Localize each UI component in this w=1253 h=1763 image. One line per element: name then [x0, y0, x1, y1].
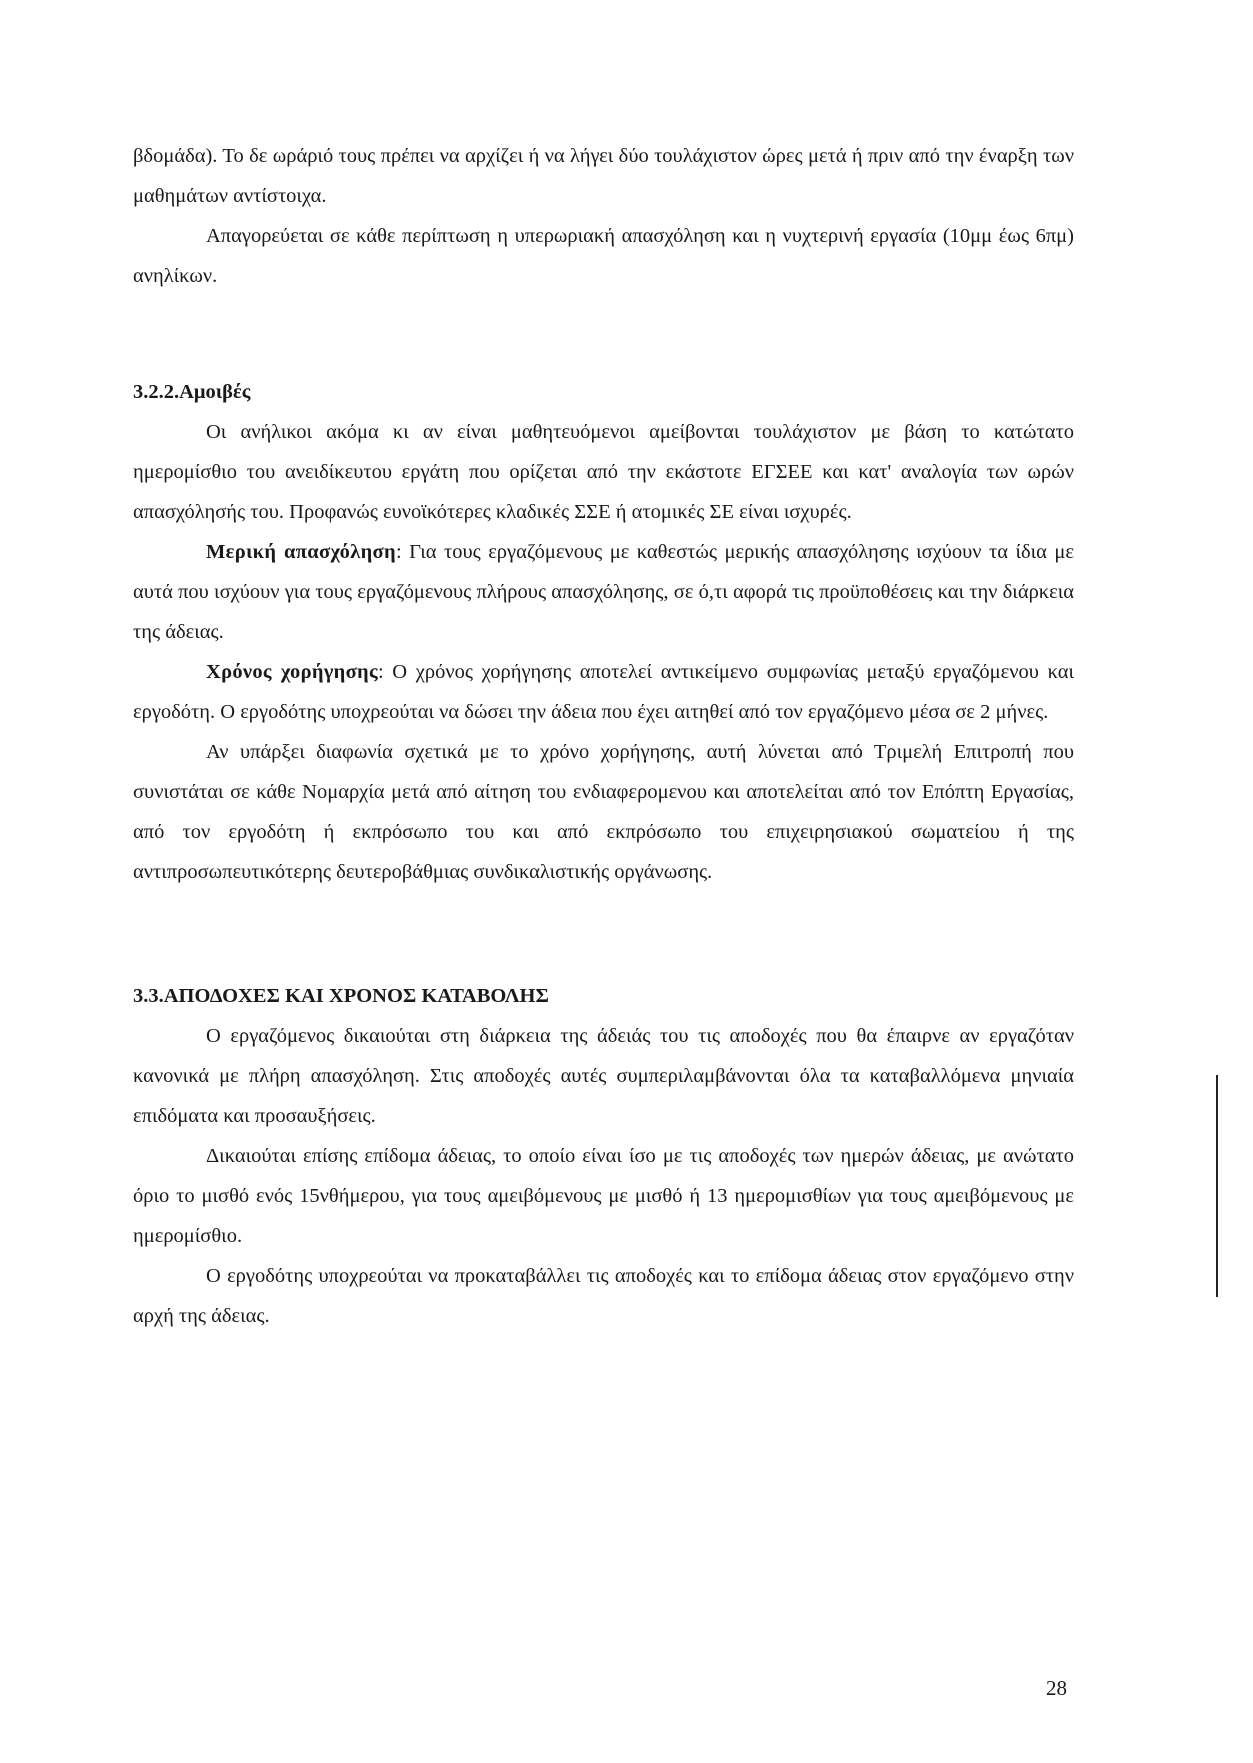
paragraph-earnings-3: Ο εργοδότης υποχρεούται να προκαταβάλλει τις αποδοχές και το επίδομα άδειας στον εργαζόμενο στην αρχή της άδειας.: [133, 1265, 1074, 1327]
run-in-heading-part-time: Μερική απασχόληση: [206, 541, 396, 563]
paragraph-intro-1: βδομάδα). Το δε ωράριό τους πρέπει να αρχίζει ή να λήγει δύο τουλάχιστον ώρες μετά ή πριν από την έναρξη των μαθημάτων αντίστοιχα.: [133, 145, 1074, 207]
paragraph-part-time: [133, 532, 1074, 652]
paragraph-disagreement: Αν υπάρξει διαφωνία σχετικά με το χρόνο χορήγησης, αυτή λύνεται από Τριμελή Επιτροπή που συνιστάται σε κάθε Νομαρχία μετά από αίτηση του ενδιαφερομενου και αποτελείται από τον Επόπτη Εργασίας, από τον εργοδότη ή εκπρόσωπο του και από εκπρόσωπο του επιχειρησιακού σωματείου ή της αντιπροσωπευτικότερης δευτεροβάθμιας συνδικαλιστικής οργάνωσης.: [133, 741, 1074, 883]
section-title-3-3: 3.3.ΑΠΟΔΟΧΕΣ ΚΑΙ ΧΡΟΝΟΣ ΚΑΤΑΒΟΛΗΣ: [133, 985, 549, 1007]
margin-rule: [1216, 1075, 1218, 1297]
run-in-heading-grant-time: Χρόνος χορήγησης: [206, 661, 378, 683]
paragraph-intro-2: Απαγορεύεται σε κάθε περίπτωση η υπερωριακή απασχόληση και η νυχτερινή εργασία (10μμ έως 6πμ) ανηλίκων.: [133, 225, 1074, 287]
body-text: [133, 136, 1074, 1336]
paragraph-grant-time: [133, 652, 1074, 732]
page-number: 28: [1046, 1676, 1067, 1700]
section-title-3-2-2: 3.2.2.Αμοιβές: [133, 381, 251, 403]
paragraph-earnings-2: Δικαιούται επίσης επίδομα άδειας, το οποίο είναι ίσο με τις αποδοχές των ημερών άδειας, με ανώτατο όριο το μισθό ενός 15νθήμερου, για τους αμειβόμενους με μισθό ή 13 ημερομισθίων για τους αμειβόμενους με ημερομίσθιο.: [133, 1145, 1074, 1247]
paragraph-wages-1: Οι ανήλικοι ακόμα κι αν είναι μαθητευόμενοι αμείβονται τουλάχιστον με βάση το κατώτατο ημερομίσθιο του ανειδίκευτου εργάτη που ορίζεται από την εκάστοτε ΕΓΣΕΕ και κατ' αναλογία των ωρών απασχόλησής του. Προφανώς ευνοϊκότερες κλαδικές ΣΣΕ ή ατομικές ΣΕ είναι ισχυρές.: [133, 421, 1074, 523]
paragraph-grant-time-text: : Ο χρόνος χορήγησης αποτελεί αντικείμενο συμφωνίας μεταξύ εργαζόμενου και εργοδότη. Ο εργοδότης υποχρεούται να δώσει την άδεια που έχει αιτηθεί από τον εργαζόμενο μέσα σε 2 μήνες.: [133, 661, 1074, 723]
paragraph-earnings-1: Ο εργαζόμενος δικαιούται στη διάρκεια της άδειάς του τις αποδοχές που θα έπαιρνε αν εργαζόταν κανονικά με πλήρη απασχόληση. Στις αποδοχές αυτές συμπεριλαμβάνονται όλα τα καταβαλλόμενα μηνιαία επιδόματα και προσαυξήσεις.: [133, 1025, 1074, 1127]
paragraph-part-time-text: : Για τους εργαζόμενους με καθεστώς μερικής απασχόλησης ισχύουν τα ίδια με αυτά που ισχύουν για τους εργαζόμενους πλήρους απασχόλησης, σε ό,τι αφορά τις προϋποθέσεις και την διάρκεια της άδειας.: [133, 541, 1074, 643]
